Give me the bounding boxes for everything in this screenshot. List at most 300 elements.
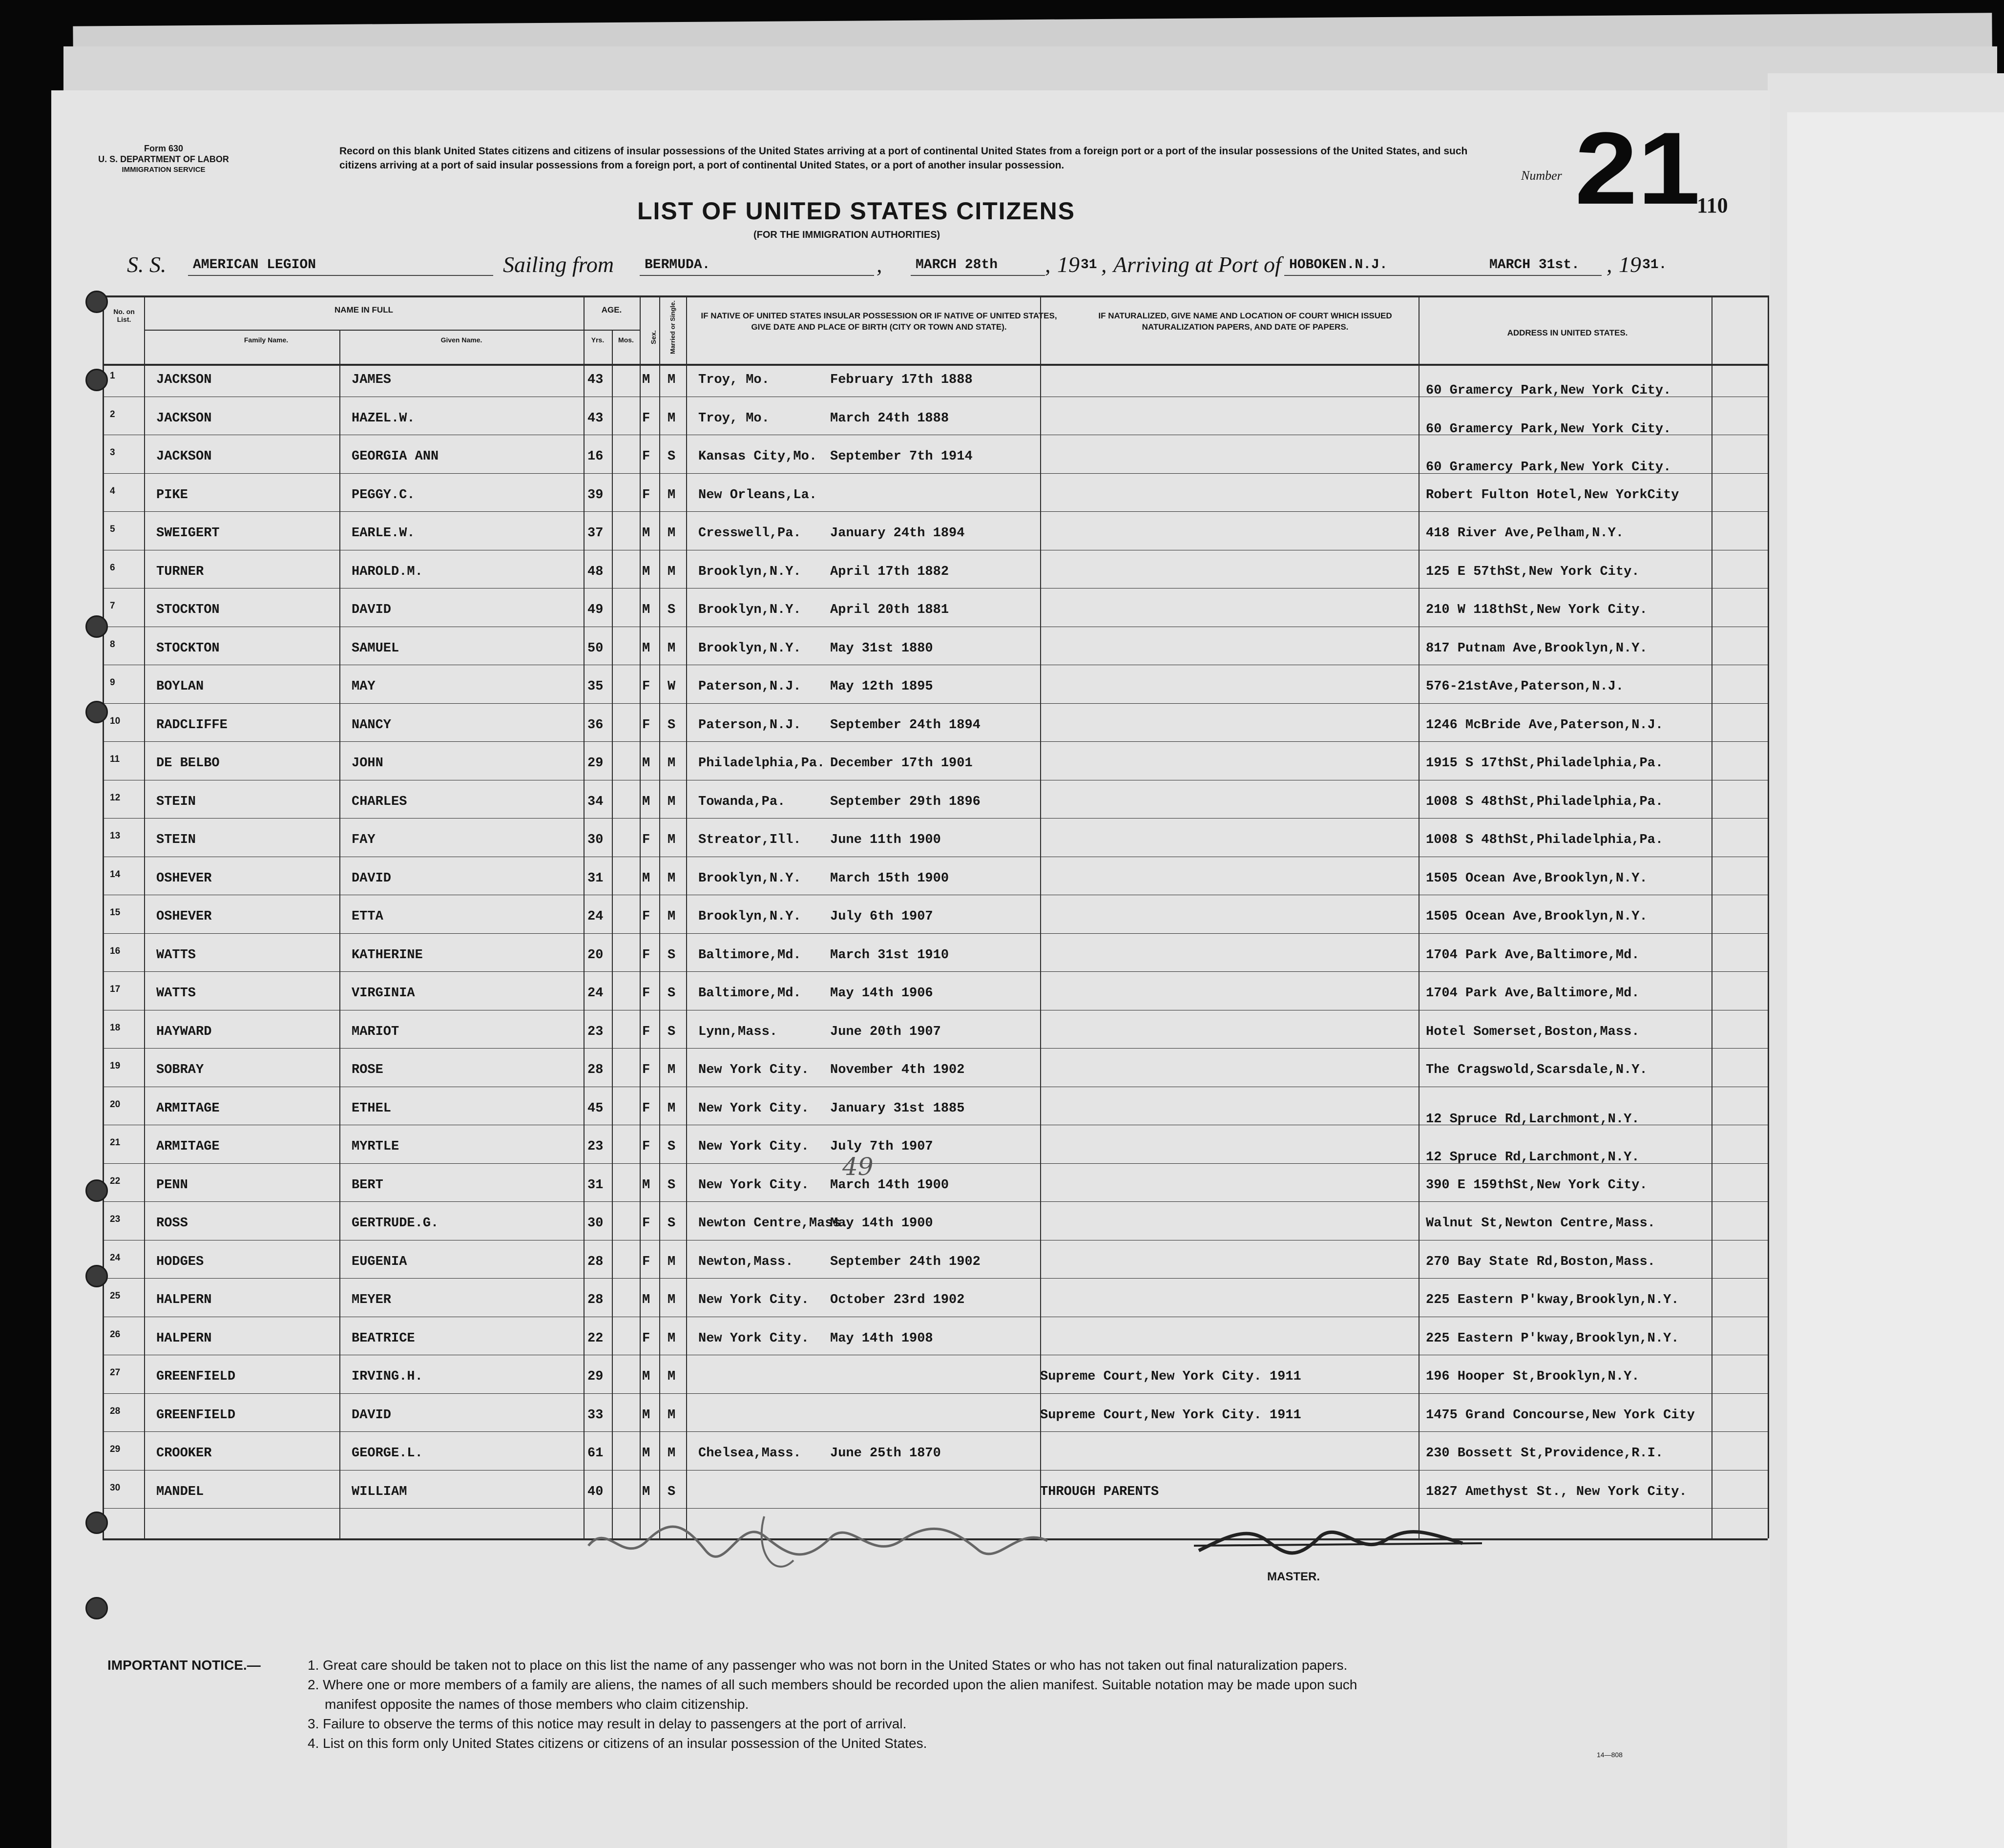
form-identification <box>81 143 247 175</box>
sex: M <box>642 756 650 771</box>
given-name: GEORGIA ANN <box>352 449 439 464</box>
family-name: SWEIGERT <box>156 526 220 541</box>
sex: F <box>642 717 650 733</box>
sex: M <box>642 794 650 809</box>
marital-status: M <box>668 373 676 387</box>
sex: F <box>642 947 650 963</box>
family-name: TURNER <box>156 564 204 579</box>
birth-date: April 20th 1881 <box>830 603 949 617</box>
sailing-label: Sailing from <box>503 252 614 277</box>
ship-name: AMERICAN LEGION <box>193 257 316 273</box>
birth-date: January 24th 1894 <box>830 526 965 541</box>
handwritten-signature-left <box>579 1507 1067 1585</box>
birth-place: New York City. <box>698 1177 809 1193</box>
given-name: BEATRICE <box>352 1331 415 1346</box>
row-number: 9 <box>110 677 115 688</box>
sex: F <box>642 1063 650 1077</box>
manifest-page: Form 630 U. S. DEPARTMENT OF LABOR IMMIGRATION SERVICE Record on this blank United States citizens and citizens of insular possessions of the United States arriving at a port of continental United States from a foreign port or a port of the insular possessions of the United States, and such citizens arriving at a port of said insular possessions from a foreign port, a port of continental United States, or a port of another insular possession. LIST OF UNITED STATES CITIZENS (FOR THE IMMIGRATION AUTHORITIES) Number 21 110 S. S. AMERICAN LEGION Sailing from BERMUDA. , MARCH 28th , 19 31 , Arriving at Port of HOBOKEN.N.J. MARCH 31st. , 19 31. No. on List. NAME IN FULL Family Name. Given Name. AGE. Yrs. Mos. Sex. Married or Single. IF NATIVE OF UNITED STATES INSULAR POSSESSION OR IF NATIVE OF UNITED STATES, GIVE DATE AND PLACE OF BIRTH (CITY OR TOWN AND STATE). IF NATURALIZED, GIVE NAME AND LOCATION OF COURT WHICH ISSUED NATURALIZATION PAPERS, AND DATE OF PAPERS. ADDRESS IN UNITED STATES. 1 JACKSON JAMES 43 M M Troy, Mo. February 17th 1888 60 Gramercy Park,New York City. 2 JACKSON HAZEL.W. 43 F M Troy, Mo. March 24th 1888 60 Gramercy Park,New York City. 3 JACKSON GEORGIA ANN 16 F S Kansas City,Mo. September 7th 1914 60 Gramercy Park,New York City. 4 PIKE PEGGY.C. 39 F M New Orleans,La. Robert Fulton Hotel,New YorkCity 5 SWEIGERT EARLE.W. 37 M M Cresswell,Pa. January 24th 1894 418 River Ave,Pelham,N.Y. 6 TURNER HAROLD.M. 48 M M Brooklyn,N.Y. April 17th 1882 125 E 57thSt,New York City. 7 STOCKTON DAVID 49 M S Brooklyn,N.Y. April 20th 1881 210 W 118thSt,New York City. 8 STOCKTON SAMUEL 50 M M Brooklyn,N.Y. May 31st 1880 817 Putnam Ave,Brooklyn,N.Y. 9 BOYLAN MAY 35 F W Paterson,N.J. May 12th 1895 576-21stAve,Paterson,N.J. 10 RADCLIFFE NANCY 36 F S Paterson,N.J. September 24th 1894 1246 McBride Ave,Paterson,N.J. 11 DE BELBO JOHN 29 M M Philadelphia,Pa. December 17th 1901 1915 S 17thSt,Philadelphia,Pa. 12 STEIN CHARLES 34 M M Towanda,Pa. September 29th 1896 1008 S 48thSt,Philadelphia,Pa. 13 STEIN FAY 30 F M Streator,Ill. June 11th 1900 1008 S 48thSt,Philadelphia,Pa. 14 OSHEVER DAVID 31 M M Brooklyn,N.Y. March 15th 1900 1505 Ocean Ave,Brooklyn,N.Y. 15 OSHEVER ETTA 24 F M Brooklyn,N.Y. July 6th 1907 1505 Ocean Ave,Brooklyn,N.Y. 16 WATTS KATHERINE 20 F S Baltimore,Md. March 31st 1910 1704 Park Ave,Baltimore,Md. 17 WATTS VIRGINIA 24 F S Baltimore,Md. May 14th 1906 1704 Park Ave,Baltimore,Md. 18 HAYWARD MARIOT 23 F S Lynn,Mass. June 20th 1907 Hotel Somerset,Boston,Mass. 19 SOBRAY ROSE 28 F M New York City. November 4th 1902 The Cragswold,Scarsdale,N.Y. 20 ARMITAGE ETHEL 45 F M New York City. January 31st 1885 12 Spruce Rd,Larchmont,N.Y. 21 ARMITAGE MYRTLE 23 F S New York City. July 7th 1907 12 Spruce Rd,Larchmont,N.Y. 22 PENN BERT 31 M S New York City. March 14th 1900 390 E 159thSt,New York City. 23 ROSS GERTRUDE.G. 30 F S Newton Centre,Mass. May 14th 1900 Walnut St,Newton Centre,Mass. 24 HODGES EUGENIA 28 F M Newton,Mass. September 24th 1902 270 Bay State Rd,Boston,Mass. 25 HALPERN MEYER 28 M M New York City. October 23rd 1902 225 Eastern P'kway,Brooklyn,N.Y. 26 HALPERN BEATRICE 22 F M New York City. May 14th 1908 225 Eastern P'kway,Brooklyn,N.Y. 27 GREENFIELD IRVING.H. 29 M M Supreme Court,New York City. 1911 196 Hooper St,Brooklyn,N.Y. 28 GREENFIELD DAVID 33 M M Supreme Court,New York City. 1911 1475 Grand Concourse,New York City 29 CROOKER GEORGE.L. 61 M M Chelsea,Mass. June 25th 1870 230 Bossett St,Providence,R.I. 30 MANDEL WILLIAM 40 M S THROUGH PARENTS 1827 Amethyst St., New York City. 49 MASTER. IMPORTANT NOTICE.— 1. Great care should be taken not to place on this list the name of any passenger who was not born in the United States or who has not taken out final naturalization papers. 2. Where one or more members of a family are aliens, the names of all such members should be recorded upon the alien manifest. Suitable notation may be made upon such manifest opposite the names of those members who claim citizenship. 3. Failure to observe the terms of this notice may result in delay to passengers at the port of arrival. 4. List on this form only United States citizens or citizens of an insular possession of the United States. 14—808 <box>51 90 1770 1848</box>
age-years: 24 <box>587 909 604 924</box>
sex: M <box>642 564 650 579</box>
birth-date: September 7th 1914 <box>830 449 973 464</box>
age-years: 29 <box>587 1369 604 1384</box>
row-number: 8 <box>110 639 115 650</box>
row-number: 21 <box>110 1137 121 1148</box>
sex: M <box>642 1407 650 1423</box>
row-number: 13 <box>110 831 121 841</box>
given-name: BERT <box>352 1177 383 1193</box>
department: U. S. DEPARTMENT OF LABOR <box>98 154 229 164</box>
family-name: ARMITAGE <box>156 1139 220 1154</box>
given-name: KATHERINE <box>352 947 423 963</box>
address: 210 W 118thSt,New York City. <box>1426 603 1648 617</box>
header-sex: Sex. <box>649 330 657 344</box>
birth-date: February 17th 1888 <box>830 373 973 387</box>
master-signature <box>1189 1516 1492 1570</box>
birth-place: Brooklyn,N.Y. <box>698 603 801 617</box>
notice-item: 1. Great care should be taken not to place on this list the name of any passenger who was not born in the United States or who has not taken out final naturalization papers. <box>308 1658 1348 1673</box>
address: 60 Gramercy Park,New York City. <box>1426 460 1671 475</box>
marital-status: M <box>668 1407 676 1423</box>
header-name-in-full: NAME IN FULL <box>334 305 393 315</box>
form-code: 14—808 <box>1597 1751 1623 1759</box>
binder-hole <box>85 615 108 638</box>
binder-hole <box>85 1597 108 1619</box>
birth-place: Brooklyn,N.Y. <box>698 641 801 656</box>
list-number: 21 <box>1575 111 1700 226</box>
birth-place: Brooklyn,N.Y. <box>698 564 801 579</box>
sex: F <box>642 1216 650 1231</box>
given-name: GERTRUDE.G. <box>352 1216 439 1231</box>
notice-item: 2. Where one or more members of a family are aliens, the names of all such members should be recorded upon the alien manifest. Suitable notation may be made upon such <box>308 1677 1357 1692</box>
age-years: 36 <box>587 717 604 733</box>
notice-heading: IMPORTANT NOTICE.— <box>107 1658 261 1673</box>
row-number: 19 <box>110 1061 121 1071</box>
sex: M <box>642 1484 650 1499</box>
age-years: 61 <box>587 1446 604 1461</box>
row-number: 26 <box>110 1329 121 1340</box>
sex: F <box>642 1024 650 1039</box>
family-name: ARMITAGE <box>156 1101 220 1116</box>
list-number-suffix: 110 <box>1697 193 1728 217</box>
age-years: 23 <box>587 1024 604 1039</box>
sex: F <box>642 679 650 694</box>
given-name: FAY <box>352 833 376 847</box>
margin-annotation: 49 <box>842 1153 874 1181</box>
marital-status: M <box>668 794 676 809</box>
family-name: MANDEL <box>156 1484 204 1499</box>
given-name: HAROLD.M. <box>352 564 423 579</box>
sex: M <box>642 603 650 617</box>
binder-hole <box>85 369 108 391</box>
family-name: RADCLIFFE <box>156 717 228 733</box>
birth-place: New York City. <box>698 1139 809 1154</box>
family-name: JACKSON <box>156 411 212 426</box>
row-number: 12 <box>110 792 121 803</box>
binder-hole <box>85 701 108 723</box>
address: The Cragswold,Scarsdale,N.Y. <box>1426 1063 1648 1077</box>
master-label: MASTER. <box>1267 1570 1320 1583</box>
row-number: 24 <box>110 1252 121 1263</box>
birth-date: April 17th 1882 <box>830 564 949 579</box>
given-name: MARIOT <box>352 1024 399 1039</box>
row-number: 10 <box>110 715 121 726</box>
marital-status: S <box>668 1177 676 1193</box>
marital-status: M <box>668 1331 676 1346</box>
given-name: MEYER <box>352 1293 392 1307</box>
header-naturalized: IF NATURALIZED, GIVE NAME AND LOCATION OF COURT WHICH ISSUED NATURALIZATION PAPERS, AND DATE OF PAPERS. <box>1098 311 1392 332</box>
row-number: 1 <box>110 371 115 381</box>
age-years: 43 <box>587 411 604 426</box>
family-name: OSHEVER <box>156 871 212 886</box>
age-years: 48 <box>587 564 604 579</box>
given-name: VIRGINIA <box>352 986 415 1001</box>
family-name: STEIN <box>156 794 196 809</box>
header-months: Mos. <box>618 336 634 344</box>
marital-status: S <box>668 603 676 617</box>
sailing-year-prefix: 19 <box>1057 252 1080 277</box>
age-years: 28 <box>587 1254 604 1269</box>
birth-place: Paterson,N.J. <box>698 717 801 733</box>
birth-date: September 24th 1902 <box>830 1254 981 1269</box>
age-years: 20 <box>587 947 604 963</box>
row-number: 4 <box>110 485 115 496</box>
birth-date: March 24th 1888 <box>830 411 949 426</box>
age-years: 28 <box>587 1063 604 1077</box>
birth-place: New York City. <box>698 1063 809 1077</box>
row-number: 14 <box>110 869 121 880</box>
sex: F <box>642 1331 650 1346</box>
sex: M <box>642 1177 650 1193</box>
birth-date: June 25th 1870 <box>830 1446 941 1461</box>
given-name: HAZEL.W. <box>352 411 415 426</box>
family-name: DE BELBO <box>156 756 220 771</box>
marital-status: M <box>668 1446 676 1461</box>
address: Hotel Somerset,Boston,Mass. <box>1426 1024 1640 1039</box>
address: 12 Spruce Rd,Larchmont,N.Y. <box>1426 1150 1640 1165</box>
birth-place: Brooklyn,N.Y. <box>698 871 801 886</box>
given-name: JAMES <box>352 373 392 387</box>
row-number: 16 <box>110 945 121 956</box>
age-years: 50 <box>587 641 604 656</box>
family-name: STEIN <box>156 833 196 847</box>
notice-item: 3. Failure to observe the terms of this notice may result in delay to passengers at the port of arrival. <box>308 1716 907 1731</box>
family-name: HALPERN <box>156 1293 212 1307</box>
birth-place: Troy, Mo. <box>698 373 770 387</box>
age-years: 28 <box>587 1293 604 1307</box>
address: 576-21stAve,Paterson,N.J. <box>1426 679 1624 694</box>
given-name: EUGENIA <box>352 1254 407 1269</box>
address: 230 Bossett St,Providence,R.I. <box>1426 1446 1664 1461</box>
address: 1915 S 17thSt,Philadelphia,Pa. <box>1426 756 1664 771</box>
address: 1475 Grand Concourse,New York City <box>1426 1407 1695 1423</box>
header-given-name: Given Name. <box>440 336 482 344</box>
row-number: 7 <box>110 601 115 611</box>
family-name: PIKE <box>156 487 188 503</box>
sex: F <box>642 1254 650 1269</box>
address: 418 River Ave,Pelham,N.Y. <box>1426 526 1624 541</box>
marital-status: M <box>668 411 676 426</box>
given-name: NANCY <box>352 717 392 733</box>
age-years: 16 <box>587 449 604 464</box>
binder-hole <box>85 1265 108 1287</box>
family-name: STOCKTON <box>156 641 220 656</box>
birth-place: Newton Centre,Mass. <box>698 1216 849 1231</box>
header-address: ADDRESS IN UNITED STATES. <box>1507 328 1628 337</box>
birth-date: September 29th 1896 <box>830 794 981 809</box>
age-years: 31 <box>587 1177 604 1193</box>
intro-text: Record on this blank United States citizens and citizens of insular possessions of the United States arriving at a port of continental United States from a foreign port or a port of the insular possessions of the United States, and such citizens arriving at a port of said insular possessions from a foreign port, a port of continental United States, or a port of another insular possession. <box>339 146 1468 171</box>
given-name: JOHN <box>352 756 383 771</box>
form-number: Form 630 <box>144 144 184 153</box>
address: 1704 Park Ave,Baltimore,Md. <box>1426 986 1640 1001</box>
family-name: STOCKTON <box>156 603 220 617</box>
birth-date: June 11th 1900 <box>830 833 941 847</box>
birth-date: May 14th 1908 <box>830 1331 933 1346</box>
given-name: CHARLES <box>352 794 407 809</box>
birth-place: Kansas City,Mo. <box>698 449 817 464</box>
given-name: MYRTLE <box>352 1139 399 1154</box>
birth-date: October 23rd 1902 <box>830 1293 965 1307</box>
family-name: HALPERN <box>156 1331 212 1346</box>
age-years: 33 <box>587 1407 604 1423</box>
given-name: SAMUEL <box>352 641 399 656</box>
notice-item: 4. List on this form only United States citizens or citizens of an insular possession of the United States. <box>308 1736 927 1751</box>
birth-date: June 20th 1907 <box>830 1024 941 1039</box>
birth-date: May 14th 1900 <box>830 1216 933 1231</box>
header-no: No. on List. <box>113 308 135 323</box>
sex: F <box>642 1139 650 1154</box>
sex: M <box>642 1446 650 1461</box>
row-number: 27 <box>110 1367 121 1378</box>
given-name: DAVID <box>352 603 392 617</box>
age-years: 40 <box>587 1484 604 1499</box>
arriving-label: Arriving at Port of <box>1113 252 1281 277</box>
header-birth: IF NATIVE OF UNITED STATES INSULAR POSSESSION OR IF NATIVE OF UNITED STATES, GIVE DATE AND PLACE OF BIRTH (CITY OR TOWN AND STATE). <box>701 311 1057 332</box>
row-number: 25 <box>110 1291 121 1301</box>
arriving-port: HOBOKEN.N.J. <box>1289 257 1388 273</box>
marital-status: M <box>668 756 676 771</box>
birth-date: March 31st 1910 <box>830 947 949 963</box>
sex: F <box>642 986 650 1001</box>
age-years: 31 <box>587 871 604 886</box>
arriving-year-prefix: 19 <box>1619 252 1641 277</box>
birth-place: Philadelphia,Pa. <box>698 756 825 771</box>
birth-date: March 15th 1900 <box>830 871 949 886</box>
family-name: WATTS <box>156 947 196 963</box>
birth-place: Chelsea,Mass. <box>698 1446 801 1461</box>
sailing-year: 31 <box>1081 257 1097 273</box>
age-years: 49 <box>587 603 604 617</box>
age-years: 30 <box>587 1216 604 1231</box>
given-name: PEGGY.C. <box>352 487 415 503</box>
birth-place: Baltimore,Md. <box>698 947 801 963</box>
birth-place: Towanda,Pa. <box>698 794 786 809</box>
given-name: WILLIAM <box>352 1484 407 1499</box>
notice-items <box>308 1656 1724 1753</box>
address: 390 E 159thSt,New York City. <box>1426 1177 1648 1193</box>
address: 1704 Park Ave,Baltimore,Md. <box>1426 947 1640 963</box>
arriving-year: 31. <box>1642 257 1667 273</box>
sex: M <box>642 871 650 886</box>
family-name: OSHEVER <box>156 909 212 924</box>
birth-place: New York City. <box>698 1331 809 1346</box>
row-number: 17 <box>110 984 121 994</box>
birth-place: New York City. <box>698 1101 809 1116</box>
family-name: GREENFIELD <box>156 1407 236 1423</box>
row-number: 29 <box>110 1444 121 1454</box>
birth-date: May 14th 1906 <box>830 986 933 1001</box>
binder-hole <box>85 1512 108 1534</box>
header-years: Yrs. <box>591 336 605 344</box>
family-name: GREENFIELD <box>156 1369 236 1384</box>
row-number: 28 <box>110 1406 121 1416</box>
marital-status: S <box>668 1484 676 1499</box>
birth-date: December 17th 1901 <box>830 756 973 771</box>
birth-place: Lynn,Mass. <box>698 1024 778 1039</box>
sailing-date: MARCH 28th <box>916 257 998 273</box>
arriving-date: MARCH 31st. <box>1489 257 1580 273</box>
row-number: 30 <box>110 1482 121 1493</box>
address: 1827 Amethyst St., New York City. <box>1426 1484 1687 1499</box>
given-name: DAVID <box>352 871 392 886</box>
age-years: 39 <box>587 487 604 503</box>
service: IMMIGRATION SERVICE <box>122 166 206 174</box>
naturalization: THROUGH PARENTS <box>1040 1484 1159 1499</box>
family-name: BOYLAN <box>156 679 204 694</box>
family-name: ROSS <box>156 1216 188 1231</box>
sex: F <box>642 1101 650 1116</box>
family-name: WATTS <box>156 986 196 1001</box>
row-number: 22 <box>110 1176 121 1186</box>
birth-place: Cresswell,Pa. <box>698 526 801 541</box>
marital-status: S <box>668 986 676 1001</box>
birth-date: November 4th 1902 <box>830 1063 965 1077</box>
marital-status: M <box>668 833 676 847</box>
age-years: 37 <box>587 526 604 541</box>
marital-status: M <box>668 641 676 656</box>
marital-status: S <box>668 449 676 464</box>
address: 1246 McBride Ave,Paterson,N.J. <box>1426 717 1664 733</box>
sex: M <box>642 641 650 656</box>
marital-status: S <box>668 717 676 733</box>
address: 196 Hooper St,Brooklyn,N.Y. <box>1426 1369 1640 1384</box>
page-subtitle: (FOR THE IMMIGRATION AUTHORITIES) <box>753 230 940 240</box>
age-years: 29 <box>587 756 604 771</box>
ss-label: S. S. <box>127 252 167 277</box>
marital-status: M <box>668 526 676 541</box>
sex: F <box>642 487 650 503</box>
marital-status: M <box>668 871 676 886</box>
address: Walnut St,Newton Centre,Mass. <box>1426 1216 1655 1231</box>
address: 225 Eastern P'kway,Brooklyn,N.Y. <box>1426 1331 1679 1346</box>
age-years: 35 <box>587 679 604 694</box>
birth-place: Newton,Mass. <box>698 1254 793 1269</box>
binder-hole <box>85 1179 108 1202</box>
sex: F <box>642 411 650 426</box>
address: 60 Gramercy Park,New York City. <box>1426 421 1671 437</box>
given-name: GEORGE.L. <box>352 1446 423 1461</box>
given-name: DAVID <box>352 1407 392 1423</box>
row-number: 18 <box>110 1022 121 1033</box>
number-label: Number <box>1521 168 1562 183</box>
address: 1505 Ocean Ave,Brooklyn,N.Y. <box>1426 871 1648 886</box>
header-age: AGE. <box>601 305 622 315</box>
birth-date: July 6th 1907 <box>830 909 933 924</box>
birth-date: September 24th 1894 <box>830 717 981 733</box>
marital-status: M <box>668 1254 676 1269</box>
birth-place: Troy, Mo. <box>698 411 770 426</box>
family-name: PENN <box>156 1177 188 1193</box>
birth-place: New York City. <box>698 1293 809 1307</box>
sex: M <box>642 1293 650 1307</box>
sex: M <box>642 526 650 541</box>
age-years: 34 <box>587 794 604 809</box>
age-years: 43 <box>587 373 604 387</box>
sex: M <box>642 1369 650 1384</box>
row-number: 5 <box>110 524 115 534</box>
adjacent-page <box>1787 112 2004 1848</box>
sailing-from: BERMUDA. <box>645 257 710 273</box>
address: 12 Spruce Rd,Larchmont,N.Y. <box>1426 1112 1640 1127</box>
sex: F <box>642 909 650 924</box>
family-name: HAYWARD <box>156 1024 212 1039</box>
given-name: EARLE.W. <box>352 526 415 541</box>
family-name: CROOKER <box>156 1446 212 1461</box>
given-name: IRVING.H. <box>352 1369 423 1384</box>
given-name: ETHEL <box>352 1101 392 1116</box>
naturalization: Supreme Court,New York City. 1911 <box>1040 1369 1301 1384</box>
family-name: JACKSON <box>156 373 212 387</box>
age-years: 45 <box>587 1101 604 1116</box>
header-family-name: Family Name. <box>244 336 289 344</box>
birth-place: Streator,Ill. <box>698 833 801 847</box>
family-name: JACKSON <box>156 449 212 464</box>
birth-date: May 12th 1895 <box>830 679 933 694</box>
age-years: 30 <box>587 833 604 847</box>
birth-place: Paterson,N.J. <box>698 679 801 694</box>
given-name: MAY <box>352 679 376 694</box>
marital-status: M <box>668 1101 676 1116</box>
address: 1008 S 48thSt,Philadelphia,Pa. <box>1426 794 1664 809</box>
header-married: Married or Single. <box>669 300 676 354</box>
birth-place: Baltimore,Md. <box>698 986 801 1001</box>
row-number: 3 <box>110 447 115 458</box>
marital-status: S <box>668 1139 676 1154</box>
marital-status: M <box>668 1293 676 1307</box>
birth-date: March 14th 1900 <box>830 1177 949 1193</box>
address: 225 Eastern P'kway,Brooklyn,N.Y. <box>1426 1293 1679 1307</box>
birth-date: May 31st 1880 <box>830 641 933 656</box>
birth-place: New Orleans,La. <box>698 487 817 503</box>
naturalization: Supreme Court,New York City. 1911 <box>1040 1407 1301 1423</box>
row-number: 6 <box>110 562 115 573</box>
row-number: 2 <box>110 409 115 420</box>
binder-hole <box>85 291 108 313</box>
marital-status: S <box>668 1216 676 1231</box>
family-name: SOBRAY <box>156 1063 204 1077</box>
address: 270 Bay State Rd,Boston,Mass. <box>1426 1254 1655 1269</box>
given-name: ROSE <box>352 1063 383 1077</box>
important-notice <box>107 1656 261 1675</box>
marital-status: M <box>668 1369 676 1384</box>
marital-status: M <box>668 487 676 503</box>
marital-status: M <box>668 1063 676 1077</box>
row-number: 11 <box>110 754 120 764</box>
age-years: 24 <box>587 986 604 1001</box>
given-name: ETTA <box>352 909 383 924</box>
marital-status: W <box>668 679 676 694</box>
marital-status: M <box>668 564 676 579</box>
